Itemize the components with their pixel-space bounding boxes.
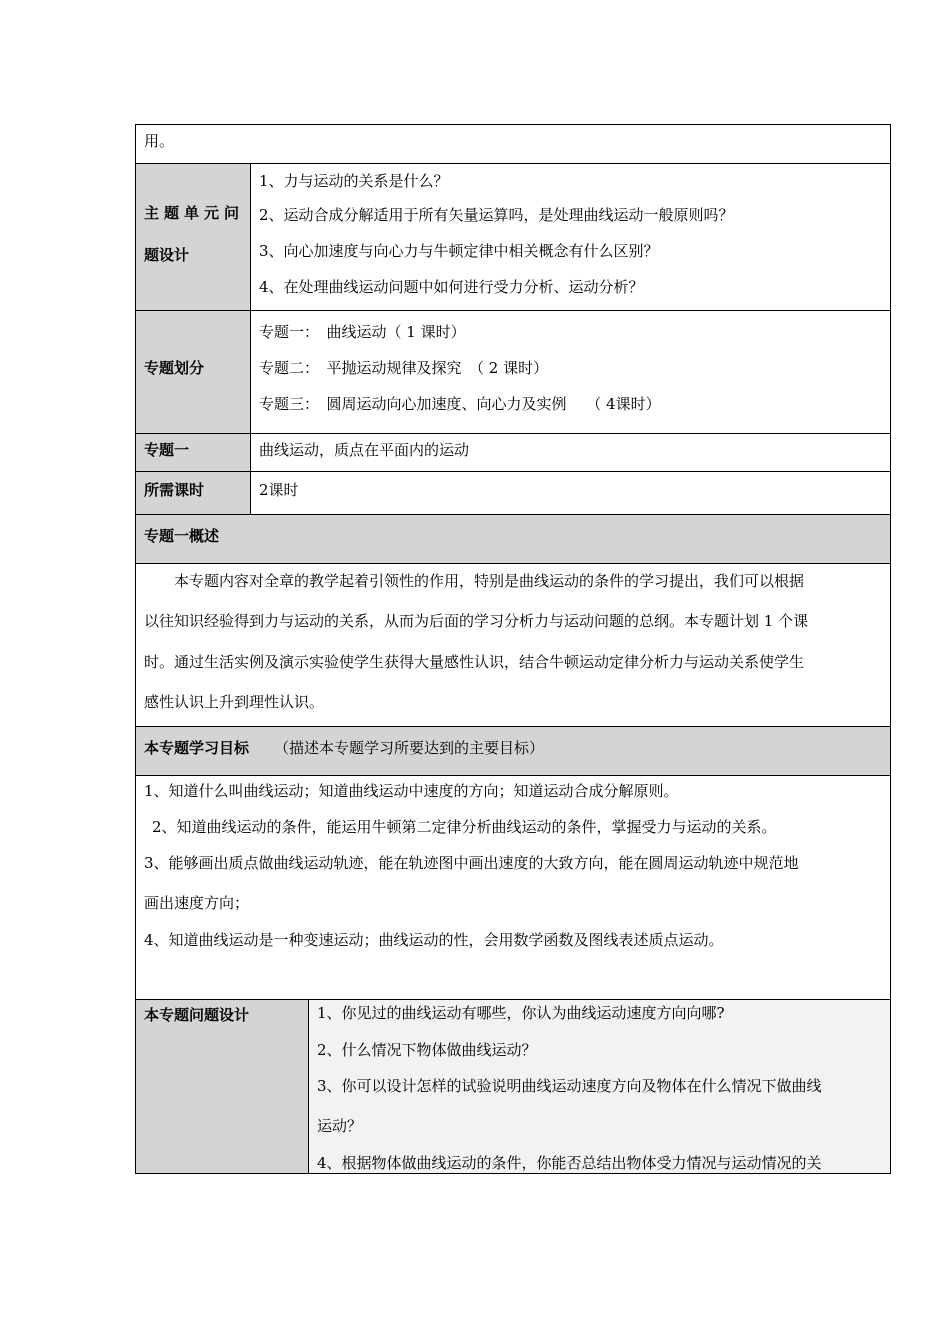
continuation-row <box>135 124 891 164</box>
goals-title: 本专题学习目标 <box>144 739 250 757</box>
problem-design-line: 2、什么情况下物体做曲线运动？ <box>317 1041 537 1059</box>
goals-note: （描述本专题学习所要达到的主要目标） <box>274 739 545 757</box>
hours-label-cell <box>135 471 251 515</box>
goals-body <box>135 775 891 1000</box>
topic1-label-cell <box>135 433 251 472</box>
overview-header <box>135 514 891 564</box>
goal-line: 3、能够画出质点做曲线运动轨迹，能在轨迹图中画出速度的大致方向，能在圆周运动轨迹中规范地 <box>144 854 799 872</box>
overview-title: 专题一概述 <box>144 527 220 545</box>
hours-value: 2课时 <box>259 481 299 499</box>
theme-questions-label-cell <box>135 163 251 311</box>
topic-division-item: 专题一： 曲线运动（ 1 课时） <box>259 323 466 341</box>
topic-division-label: 专题划分 <box>144 359 205 377</box>
overview-line: 感性认识上升到理性认识。 <box>144 693 325 711</box>
topic1-value-cell <box>250 433 891 472</box>
theme-question-item: 1、力与运动的关系是什么？ <box>259 172 449 190</box>
topic1-label: 专题一 <box>144 441 190 459</box>
topic1-value: 曲线运动，质点在平面内的运动 <box>259 441 470 459</box>
theme-questions-label-line1: 主题单元问 <box>144 204 245 222</box>
overview-line: 时。通过生活实例及演示实验使学生获得大量感性认识，结合牛顿运动定律分析力与运动关系使学生 <box>144 653 805 671</box>
goal-line: 画出速度方向； <box>144 894 250 912</box>
problem-design-label-cell <box>135 999 309 1174</box>
overview-line: 本专题内容对全章的教学起着引领性的作用，特别是曲线运动的条件的学习提出，我们可以根据 <box>174 572 805 590</box>
topic-division-item: 专题三： 圆周运动向心加速度、向心力及实例 （ 4课时） <box>259 395 661 413</box>
goals-header <box>135 726 891 776</box>
goal-line: 2、知道曲线运动的条件，能运用牛顿第二定律分析曲线运动的条件，掌握受力与运动的关系。 <box>152 818 777 836</box>
topic-division-label-cell <box>135 310 251 434</box>
theme-question-item: 2、运动合成分解适用于所有矢量运算吗，是处理曲线运动一般原则吗？ <box>259 206 734 224</box>
overview-line: 以往知识经验得到力与运动的关系，从而为后面的学习分析力与运动问题的总纲。本专题计划 1 个课 <box>144 612 809 630</box>
theme-questions-label-line2: 题设计 <box>144 246 190 264</box>
problem-design-line: 运动？ <box>317 1117 363 1135</box>
continuation-text: 用。 <box>144 132 175 150</box>
theme-questions-content-cell <box>250 163 891 311</box>
theme-question-item: 4、在处理曲线运动问题中如何进行受力分析、运动分析？ <box>259 278 644 296</box>
goal-line: 1、知道什么叫曲线运动；知道曲线运动中速度的方向；知道运动合成分解原则。 <box>144 782 679 800</box>
problem-design-line: 3、你可以设计怎样的试验说明曲线运动速度方向及物体在什么情况下做曲线 <box>317 1077 822 1095</box>
topic-division-item: 专题二： 平抛运动规律及探究 （ 2 课时） <box>259 359 549 377</box>
problem-design-line: 4、根据物体做曲线运动的条件，你能否总结出物体受力情况与运动情况的关 <box>317 1154 822 1172</box>
problem-design-label: 本专题问题设计 <box>144 1006 250 1024</box>
hours-value-cell <box>250 471 891 515</box>
goal-line: 4、知道曲线运动是一种变速运动；曲线运动的性，会用数学函数及图线表述质点运动。 <box>144 931 724 949</box>
topic-division-content-cell <box>250 310 891 434</box>
hours-label: 所需课时 <box>144 481 205 499</box>
overview-body <box>135 563 891 727</box>
problem-design-content-cell <box>308 999 891 1174</box>
theme-question-item: 3、向心加速度与向心力与牛顿定律中相关概念有什么区别？ <box>259 242 659 260</box>
problem-design-line: 1、你见过的曲线运动有哪些，你认为曲线运动速度方向向哪? <box>317 1004 725 1022</box>
